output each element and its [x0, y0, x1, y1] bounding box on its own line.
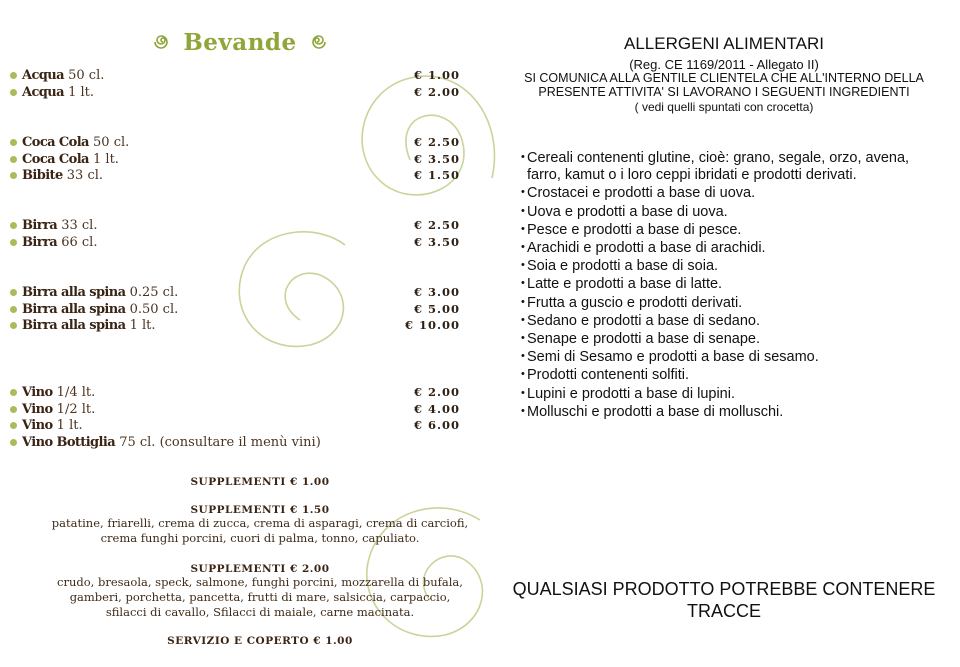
menu-item	[10, 417, 462, 434]
allergens-title: ALLERGENI ALIMENTARI	[624, 34, 824, 53]
bullet-icon	[10, 156, 17, 163]
menu-item-label	[22, 217, 97, 234]
menu-item	[10, 84, 462, 101]
menu-item-size: 50 cl.	[68, 68, 105, 83]
allergen-text: Uova e prodotti a base di uova.	[527, 203, 728, 220]
allergen-text: Lupini e prodotti a base di lupini.	[527, 385, 735, 402]
allergen-item	[517, 403, 942, 421]
bullet-icon	[10, 172, 17, 179]
supplement-line: patatine, friarelli, crema di zucca, crema di asparagi, crema di carciofi,	[51, 516, 469, 530]
bullet-icon: •	[521, 277, 525, 290]
menu-item-size: 75 cl. (consultare il menù vini)	[119, 435, 321, 451]
allergen-text: Soia e prodotti a base di soia.	[527, 258, 719, 275]
supplement-block	[40, 563, 480, 620]
menu-item-size: 50 cl.	[93, 135, 130, 150]
bullet-icon	[10, 306, 17, 313]
bullet-icon: •	[521, 204, 525, 217]
bullet-icon: •	[521, 386, 525, 399]
menu-title	[150, 26, 330, 58]
menu-item-size: 33 cl.	[66, 168, 104, 184]
bullet-icon: •	[521, 313, 525, 326]
bullet-icon	[10, 139, 17, 146]
menu-item	[10, 401, 462, 418]
allergen-text: Cereali contenenti glutine, cioè: grano, segale, orzo, avena, farro, kamut o i loro ceppi ibridati e prodotti derivati.	[527, 150, 910, 184]
supplement-block	[40, 504, 480, 546]
allergen-item	[517, 312, 942, 330]
bullet-icon	[10, 239, 17, 246]
menu-item-name: Birra	[22, 218, 58, 233]
bullet-icon	[10, 389, 17, 396]
allergen-item	[517, 203, 942, 221]
allergen-text: Crostacei e prodotti a base di uova.	[527, 185, 756, 202]
menu-item-size: 1/2 lt.	[56, 401, 96, 417]
menu-item	[10, 234, 462, 251]
menu-item-name: Coca Cola	[22, 151, 89, 167]
menu-item	[10, 317, 462, 334]
menu-item-label	[22, 167, 103, 184]
allergen-item	[517, 239, 942, 257]
menu-item-label	[22, 84, 94, 101]
allergen-text: Semi di Sesamo e prodotti a base di sesamo.	[527, 349, 819, 366]
menu-item-price: € 2.00	[413, 84, 460, 99]
menu-item-size: 0.25 cl.	[129, 285, 179, 300]
menu-item-name: Coca Cola	[22, 135, 89, 150]
bullet-icon: •	[521, 222, 525, 235]
allergen-text: Arachidi e prodotti a base di arachidi.	[527, 240, 766, 257]
menu-item-name: Acqua	[22, 68, 64, 83]
supplement-heading: SUPPLEMENTI € 2.00	[190, 563, 330, 575]
allergen-text: Sedano e prodotti a base di sedano.	[527, 312, 760, 329]
bullet-icon: •	[521, 186, 525, 199]
menu-item-label	[22, 67, 104, 84]
allergen-item	[517, 366, 942, 384]
menu-item-size: 1 lt.	[68, 84, 95, 100]
allergen-item	[517, 221, 942, 239]
menu-item-size: 66 cl.	[61, 234, 98, 250]
menu-item-name: Acqua	[22, 84, 64, 100]
menu-item-size: 33 cl.	[61, 218, 98, 233]
bullet-icon: •	[521, 350, 525, 363]
bullet-icon: •	[521, 404, 525, 417]
menu-item-price: € 10.00	[404, 318, 460, 333]
allergen-text: Pesce e prodotti a base di pesce.	[527, 221, 742, 238]
menu-item-label	[22, 301, 178, 318]
supplement-line: crudo, bresaola, speck, salmone, funghi porcini, mozzarella di bufala,	[57, 575, 463, 589]
supplement-line: crema funghi porcini, cuori di palma, tonno, capuliato.	[100, 531, 420, 545]
menu-item-price: € 1.50	[413, 168, 460, 183]
menu-item	[10, 167, 462, 184]
menu-item-label	[22, 417, 83, 434]
menu-item-price: € 6.00	[413, 418, 460, 433]
menu-item-label	[22, 384, 95, 401]
supplement-heading: SUPPLEMENTI € 1.00	[190, 476, 330, 488]
menu-item-name: Vino Bottiglia	[22, 435, 116, 451]
menu-item-size: 1 lt.	[129, 318, 156, 334]
menu-item-size: 1 lt.	[56, 418, 83, 434]
menu-title-text: Bevande	[183, 28, 297, 56]
menu-item-label	[22, 134, 129, 151]
allergens-page	[500, 0, 960, 667]
menu-item	[10, 151, 462, 168]
allergens-list	[517, 149, 942, 421]
bullet-icon: •	[521, 295, 525, 308]
menu-item-price: € 1.00	[413, 68, 460, 82]
menu-item	[10, 301, 462, 318]
bullet-icon	[10, 422, 17, 429]
bullet-icon: •	[521, 259, 525, 272]
menu-item-price: € 5.00	[413, 301, 460, 316]
bullet-icon	[10, 89, 17, 96]
menu-item-name: Bibite	[22, 168, 63, 184]
menu-item-name: Birra	[22, 234, 58, 250]
regulation-reference: (Reg. CE 1169/2011 - Allegato II)	[629, 57, 819, 72]
allergen-item	[517, 330, 942, 348]
allergen-item	[517, 385, 942, 403]
menu-item-size: 1 lt.	[93, 151, 119, 167]
allergens-notice: SI COMUNICA ALLA GENTILE CLIENTELA CHE ALL'INTERNO DELLA PRESENTE ATTIVITA' SI LAVORANO I SEGUENTI INGREDIENTI	[524, 71, 924, 99]
menu-item-label	[22, 284, 178, 301]
menu-item-label	[22, 151, 119, 168]
bullet-icon: •	[521, 151, 525, 163]
bullet-icon	[10, 222, 17, 229]
allergen-text: Prodotti contenenti solfiti.	[527, 367, 690, 384]
supplement-line: gamberi, porchetta, pancetta, frutti di mare, salsiccia, carpaccio,	[69, 590, 451, 604]
menu-item-label	[22, 234, 97, 251]
supplement-heading: SUPPLEMENTI € 1.50	[190, 504, 330, 516]
menu-item-price: € 2.00	[413, 385, 460, 399]
supplement-block	[40, 476, 480, 488]
allergen-item	[517, 294, 942, 312]
menu-item	[10, 384, 462, 401]
allergen-item	[517, 275, 942, 293]
menu-item-name: Birra alla spina	[22, 318, 126, 334]
menu-item-name: Vino	[22, 401, 53, 417]
bullet-icon	[10, 406, 17, 413]
menu-item-name: Vino	[22, 385, 53, 400]
allergen-item	[517, 149, 942, 184]
menu-item-price: € 2.50	[413, 218, 460, 232]
bullet-icon: •	[521, 332, 525, 345]
bullet-icon	[10, 322, 17, 329]
supplement-line: sfilacci di cavallo, Sfilacci di maiale, carne macinata.	[105, 605, 415, 619]
allergen-text: Latte e prodotti a base di latte.	[527, 276, 723, 293]
menu-item-price: € 3.50	[413, 234, 460, 249]
allergen-text: Senape e prodotti a base di senape.	[527, 331, 760, 348]
spiral-ornament-icon	[305, 30, 329, 54]
menu-item	[10, 434, 462, 451]
supplement-heading: SERVIZIO E COPERTO € 1.00	[167, 635, 353, 647]
bullet-icon	[10, 289, 17, 296]
allergen-item	[517, 348, 942, 366]
menu-item-price: € 3.00	[413, 285, 460, 299]
menu-item-size: 0.50 cl.	[129, 301, 179, 317]
menu-item-name: Birra alla spina	[22, 285, 126, 300]
spiral-ornament-icon	[151, 30, 175, 54]
menu-item-size: 1/4 lt.	[56, 385, 96, 400]
menu-item	[10, 284, 462, 301]
menu-item-price: € 4.00	[413, 401, 460, 416]
allergen-text: Frutta a guscio e prodotti derivati.	[527, 294, 743, 311]
menu-item-label	[22, 317, 156, 334]
bullet-icon	[10, 439, 17, 446]
menu-item-label	[22, 434, 321, 451]
allergens-note: ( vedi quelli spuntati con crocetta)	[634, 100, 814, 114]
menu-item-label	[22, 401, 95, 418]
menu-item	[10, 67, 462, 84]
menu-item-name: Birra alla spina	[22, 301, 126, 317]
allergen-text: Molluschi e prodotti a base di molluschi.	[527, 403, 784, 420]
allergen-item	[517, 257, 942, 275]
menu-item	[10, 134, 462, 151]
menu-item-name: Vino	[22, 418, 53, 434]
bullet-icon: •	[521, 368, 525, 381]
menu-item-price: € 2.50	[413, 135, 460, 149]
bullet-icon: •	[521, 241, 525, 254]
allergen-item	[517, 184, 942, 202]
trace-warning: QUALSIASI PRODOTTO POTREBBE CONTENERE TRACCE	[512, 579, 936, 621]
bullet-icon	[10, 72, 17, 79]
supplement-block	[40, 635, 480, 647]
menu-item	[10, 217, 462, 234]
menu-item-price: € 3.50	[413, 151, 460, 166]
